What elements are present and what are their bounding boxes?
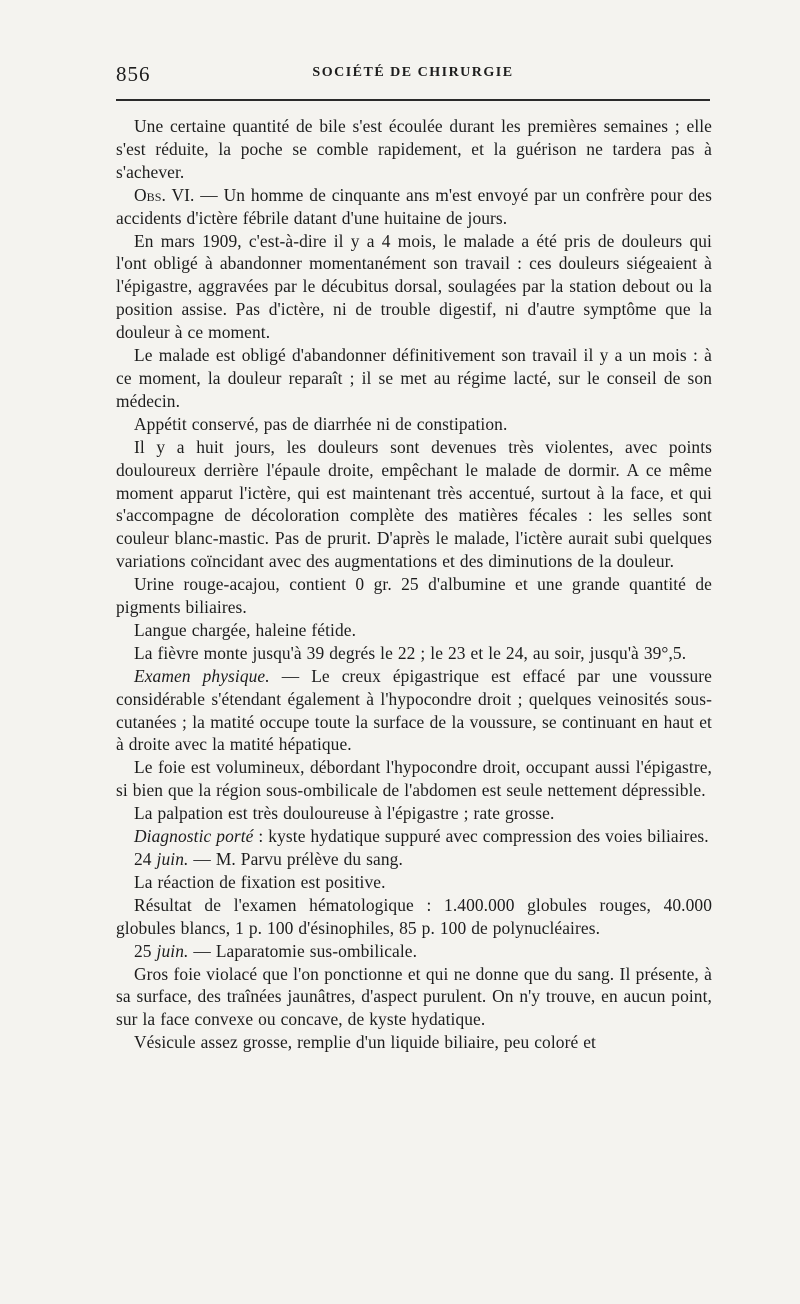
- running-title: SOCIÉTÉ DE CHIRURGIE: [312, 65, 514, 80]
- section-heading: Examen physique.: [134, 665, 270, 686]
- paragraph: La fièvre monte jusqu'à 39 degrés le 22 ; le 23 et le 24, au soir, jusqu'à 39°,5.: [134, 642, 687, 663]
- paragraph: Urine rouge-acajou, contient 0 gr. 25 d'albumine et une grande quantité de pigments biliaires.: [116, 574, 712, 618]
- header-rule: [116, 99, 710, 101]
- paragraph: La réaction de fixation est positive.: [134, 871, 386, 892]
- paragraph: Appétit conservé, pas de diarrhée ni de constipation.: [134, 413, 508, 434]
- body-text: [116, 115, 712, 1054]
- page-number: 856: [116, 62, 151, 86]
- paragraph: Une certaine quantité de bile s'est écoulée durant les premières semaines ; elle s'est réduite, la poche se comble rapidement, et la guérison ne tardera pas à s'achever.: [116, 116, 712, 182]
- paragraph: En mars 1909, c'est-à-dire il y a 4 mois, le malade a été pris de douleurs qui l'ont obligé à abandonner momentanément son travail : ces douleurs siégeaient à l'épigastre, aggravées par le décubitus dorsal, soulagées par la station debout ou la position assise. Pas d'ictère, ni de trouble digestif, ni d'autre symptôme que la douleur à ce moment.: [116, 230, 712, 343]
- observation-label: Obs. VI.: [134, 184, 195, 205]
- date-month: juin.: [151, 849, 189, 869]
- paragraph: 24 juin. — M. Parvu prélève du sang.: [134, 849, 403, 869]
- paragraph: Le foie est volumineux, débordant l'hypocondre droit, occupant aussi l'épigastre, si bien que la région sous-ombilicale de l'abdomen est seule nettement dépressible.: [116, 757, 712, 801]
- date-day: 25: [134, 940, 152, 961]
- paragraph: Il y a huit jours, les douleurs sont devenues très violentes, avec points douloureux derrière l'épaule droite, empêchant le malade de dormir. A ce même moment apparut l'ictère, qui est maintenant très accentué, surtout à la face, et qui s'accompagne de décoloration complète des matières fécales : les selles sont couleur blanc-mastic. Pas de prurit. D'après le malade, l'ictère aurait subi quelques variations coïncidant avec des augmentations et des diminutions de la douleur.: [116, 436, 712, 572]
- paragraph: Le malade est obligé d'abandonner définitivement son travail il y a un mois : à ce moment, la douleur reparaît ; il se met au régime lacté, sur le conseil de son médecin.: [116, 345, 712, 411]
- paragraph: Vésicule assez grosse, remplie d'un liquide biliaire, peu coloré et: [134, 1032, 596, 1053]
- date-month: juin.: [151, 940, 189, 961]
- paragraph: Gros foie violacé que l'on ponctionne et qui ne donne que du sang. Il présente, à sa surface, des traînées jaunâtres, d'aspect purulent. On n'y trouve, en aucun point, sur la face convexe ou concave, de kyste hydatique.: [116, 963, 712, 1030]
- paragraph: La palpation est très douloureuse à l'épigastre ; rate grosse.: [134, 803, 555, 824]
- paragraph: Diagnostic porté : kyste hydatique suppuré avec compression des voies biliaires.: [134, 826, 709, 847]
- paragraph: Langue chargée, haleine fétide.: [134, 619, 357, 640]
- paragraph: Obs. VI. — Un homme de cinquante ans m'est envoyé par un confrère pour des accidents d'ictère fébrile datant d'une huitaine de jours.: [116, 184, 712, 228]
- paragraph: 25 juin. — Laparatomie sus-ombilicale.: [134, 940, 418, 961]
- paragraph: Résultat de l'examen hématologique : 1.400.000 globules rouges, 40.000 globules blancs, 1 p. 100 d'ésinophiles, 85 p. 100 de polynucléaires.: [116, 894, 712, 938]
- paragraph: Examen physique. — Le creux épigastrique est effacé par une voussure considérable s'étendant également à l'hypocondre droit ; quelques veinosités sous-cutanées ; la matité occupe toute la surface de la voussure, se continuant en haut et à droite avec la matité hépatique.: [116, 665, 712, 755]
- section-heading: Diagnostic porté: [134, 826, 254, 847]
- date-day: 24: [134, 849, 152, 869]
- page-header: [116, 60, 710, 88]
